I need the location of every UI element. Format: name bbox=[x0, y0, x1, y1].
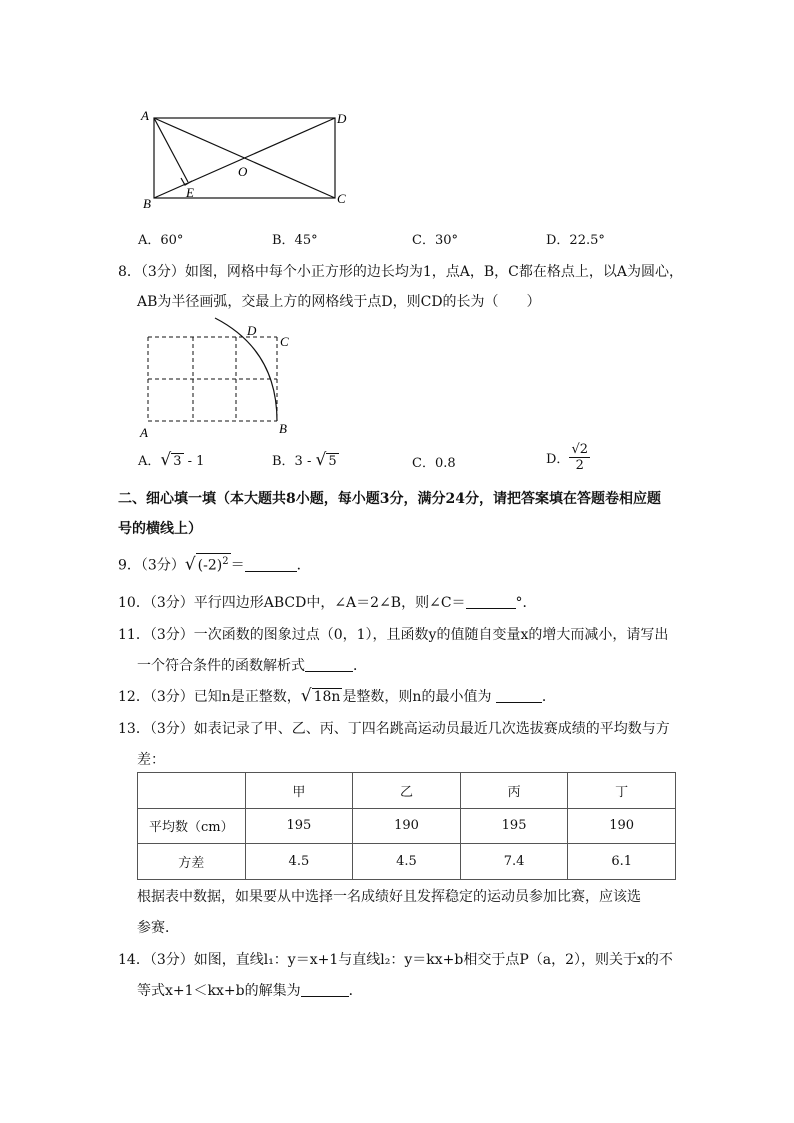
q7-option-d: D．22.5° bbox=[546, 233, 605, 248]
q13-line1: 13．（3分）如表记录了甲、乙、丙、丁四名跳高运动员最近几次选拔赛成绩的平均数与方 bbox=[118, 721, 670, 737]
sqrt-sign: √ bbox=[315, 450, 327, 470]
label-E: E bbox=[186, 185, 194, 200]
table-cell: 平均数（cm） bbox=[138, 808, 246, 844]
q9-exponent: 2 bbox=[222, 556, 229, 567]
q9-prefix: 9．（3分） bbox=[118, 557, 185, 574]
scores-table bbox=[137, 772, 676, 880]
table-header-cell: 乙 bbox=[353, 773, 461, 809]
q14-end: ． bbox=[348, 983, 363, 999]
section2-heading-line2: 号的横线上） bbox=[118, 521, 202, 537]
label-A: A bbox=[141, 108, 149, 123]
q11-line2-text: 一个符合条件的函数解析式 bbox=[137, 658, 305, 674]
sqrt-sign: √ bbox=[184, 554, 196, 575]
q9 bbox=[118, 553, 311, 575]
q8-option-a bbox=[138, 450, 204, 470]
table-cell: 190 bbox=[353, 808, 461, 844]
q8-option-c: C．0.8 bbox=[412, 456, 456, 471]
table-row bbox=[138, 844, 676, 880]
q11-line2 bbox=[137, 655, 367, 675]
q9-end: ． bbox=[296, 557, 311, 574]
q9-answer-blank[interactable] bbox=[245, 557, 297, 572]
q8-text-line2: AB为半径画弧，交最上方的网格线于点D，则CD的长为（ ） bbox=[137, 294, 541, 310]
q8-option-d bbox=[546, 442, 590, 473]
sqrt-sign: √ bbox=[300, 686, 312, 706]
table-header-row bbox=[138, 773, 676, 809]
q14-line1: 14．（3分）如图，直线l₁：y＝x+1与直线l₂：y＝kx+b相交于点P（a，2），则关于x的不 bbox=[118, 952, 673, 968]
sqrt-sign: √ bbox=[160, 450, 172, 470]
table-header-cell: 丙 bbox=[460, 773, 568, 809]
q14-line2 bbox=[137, 980, 363, 1000]
q8-text-line1: 8．（3分）如图，网格中每个小正方形的边长均为1，点A，B，C都在格点上，以A为圆心， bbox=[118, 264, 683, 280]
label-B: B bbox=[143, 196, 151, 211]
q10 bbox=[118, 592, 537, 612]
table-cell: 4.5 bbox=[353, 844, 461, 880]
label-O: O bbox=[238, 164, 248, 179]
q8-option-a-prefix: A． bbox=[138, 454, 161, 469]
q8-option-d-prefix: D． bbox=[546, 452, 570, 467]
grid-label-D: D bbox=[247, 323, 257, 338]
figure-grid-arc bbox=[135, 315, 295, 445]
q12 bbox=[118, 686, 556, 706]
q9-equals: ＝ bbox=[230, 557, 245, 574]
q12-answer-blank[interactable] bbox=[496, 688, 542, 703]
q12-prefix: 12．（3分）已知n是正整数， bbox=[118, 689, 301, 705]
q8-option-a-radicand: 3 bbox=[173, 454, 182, 469]
q12-radicand: 18n bbox=[313, 689, 341, 705]
grid-label-B: B bbox=[279, 421, 287, 436]
table-cell: 4.5 bbox=[245, 844, 353, 880]
q14-answer-blank[interactable] bbox=[301, 982, 349, 997]
q8-option-b-prefix: B．3 - bbox=[272, 454, 316, 469]
table-cell: 195 bbox=[245, 808, 353, 844]
q7-option-b: B．45° bbox=[272, 233, 318, 248]
table-row bbox=[138, 808, 676, 844]
label-D: D bbox=[337, 111, 347, 126]
q7-option-a: A．60° bbox=[138, 233, 184, 248]
q8-option-b bbox=[272, 450, 339, 470]
table-cell: 7.4 bbox=[460, 844, 568, 880]
q8-option-b-radicand: 5 bbox=[328, 454, 337, 469]
q9-radicand bbox=[196, 553, 231, 574]
q10-text: 10．（3分）平行四边形ABCD中，∠A＝2∠B，则∠C＝ bbox=[118, 595, 466, 611]
q11-answer-blank[interactable] bbox=[305, 657, 353, 672]
table-header-cell: 丁 bbox=[568, 773, 676, 809]
q7-option-c: C．30° bbox=[412, 233, 458, 248]
grid-label-C: C bbox=[280, 334, 289, 349]
q10-end: °． bbox=[515, 595, 537, 611]
q12-mid: 是整数，则n的最小值为 bbox=[342, 689, 496, 705]
table-header-cell: 甲 bbox=[245, 773, 353, 809]
fraction-denominator: 2 bbox=[575, 458, 584, 473]
fraction bbox=[569, 442, 590, 473]
table-cell: 方差 bbox=[138, 844, 246, 880]
q8-option-a-rest: - 1 bbox=[183, 454, 205, 469]
q13-after-line2: 参赛． bbox=[137, 920, 179, 936]
table-cell: 6.1 bbox=[568, 844, 676, 880]
q13-line2: 差： bbox=[137, 752, 165, 768]
q12-end: ． bbox=[541, 689, 556, 705]
q11-end: ． bbox=[353, 658, 367, 674]
grid-label-A: A bbox=[140, 425, 148, 440]
label-C: C bbox=[337, 191, 346, 206]
q14-line2-text: 等式x+1＜kx+b的解集为 bbox=[137, 983, 301, 999]
q10-answer-blank[interactable] bbox=[466, 594, 516, 609]
q11-line1: 11．（3分）一次函数的图象过点（0，1），且函数y的值随自变量x的增大而减小，请写出 bbox=[118, 627, 669, 643]
table-cell: 195 bbox=[460, 808, 568, 844]
section2-heading-line1: 二、细心填一填（本大题共8小题，每小题3分，满分24分，请把答案填在答题卷相应题 bbox=[118, 491, 661, 507]
table-header-cell bbox=[138, 773, 246, 809]
table-cell: 190 bbox=[568, 808, 676, 844]
figure-rectangle-abcd bbox=[135, 105, 360, 215]
q13-after-line1: 根据表中数据，如果要从中选择一名成绩好且发挥稳定的运动员参加比赛，应该选 bbox=[137, 889, 641, 905]
fraction-numerator: √2 bbox=[571, 442, 588, 457]
q9-base: (-2) bbox=[197, 557, 223, 574]
